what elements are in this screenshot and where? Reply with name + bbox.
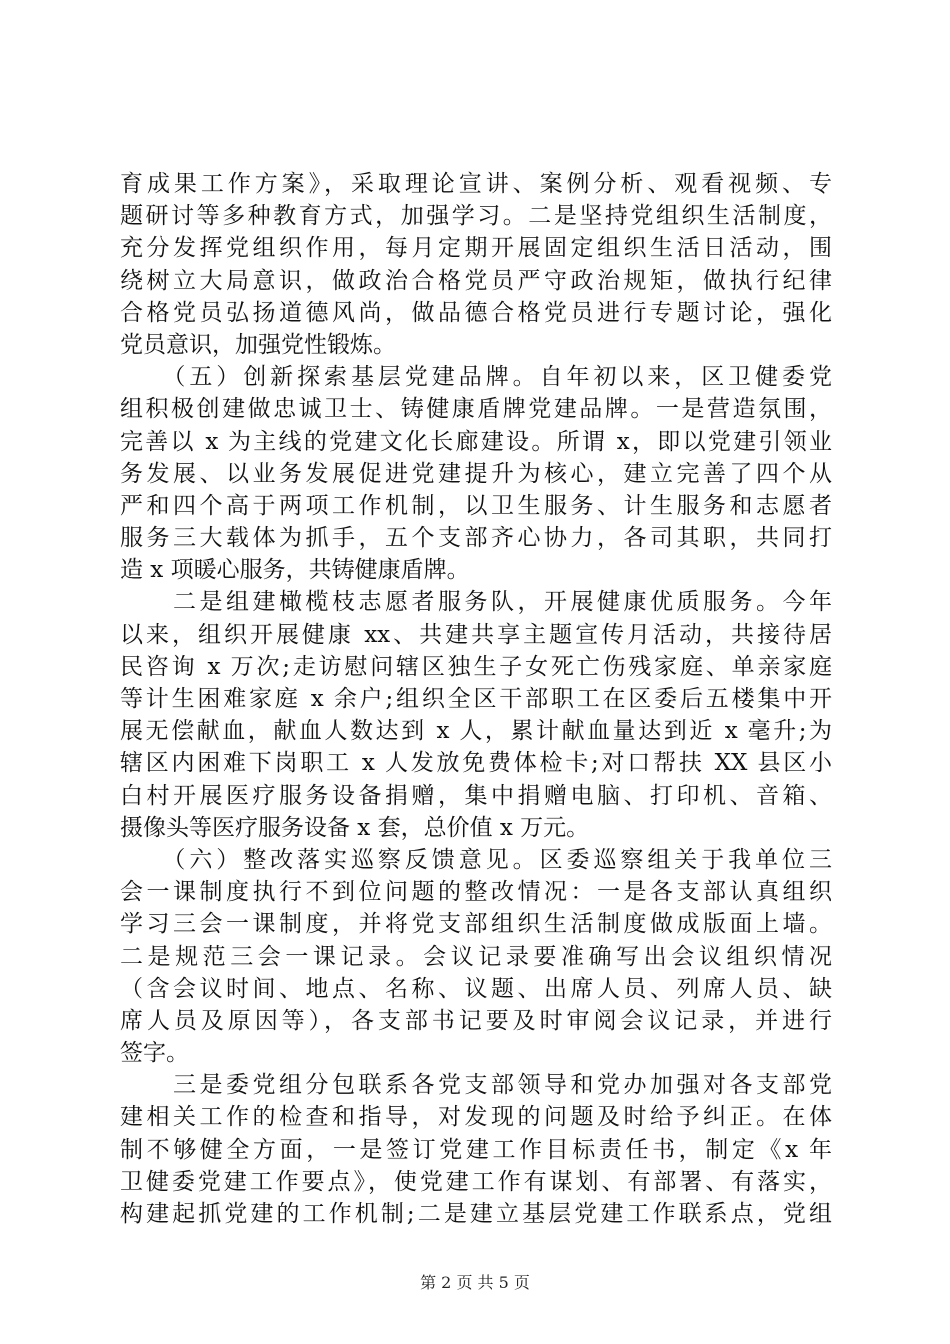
text-line: 题研讨等多种教育方式，加强学习。二是坚持党组织生活制度， xyxy=(120,203,832,230)
text-line: 制不够健全方面，一是签订党建工作目标责任书，制定《x 年 xyxy=(120,1136,832,1163)
text-line: 严和四个高于两项工作机制，以卫生服务、计生服务和志愿者 xyxy=(120,492,832,519)
text-line: 建相关工作的检查和指导，对发现的问题及时给予纠正。在体 xyxy=(120,1104,832,1131)
text-line: 学习三会一课制度，并将党支部组织生活制度做成版面上墙。 xyxy=(120,911,832,938)
text-line: 二是规范三会一课记录。会议记录要准确写出会议组织情况 xyxy=(120,943,832,970)
text-line: 二是组建橄榄枝志愿者服务队，开展健康优质服务。今年 xyxy=(120,589,832,616)
text-line: 绕树立大局意识，做政治合格党员严守政治规矩，做执行纪律 xyxy=(120,267,832,294)
text-line: 充分发挥党组织作用，每月定期开展固定组织生活日活动，围 xyxy=(120,235,832,262)
text-line: 卫健委党建工作要点》，使党建工作有谋划、有部署、有落实， xyxy=(120,1168,832,1195)
text-line: 组积极创建做忠诚卫士、铸健康盾牌党建品牌。一是营造氛围， xyxy=(120,396,832,423)
text-line: 等计生困难家庭 x 余户;组织全区干部职工在区委后五楼集中开 xyxy=(120,686,832,712)
text-line: 会一课制度执行不到位问题的整改情况：一是各支部认真组织 xyxy=(120,879,832,906)
document-body xyxy=(120,168,832,1230)
text-line: 构建起抓党建的工作机制;二是建立基层党建工作联系点，党组 xyxy=(120,1201,832,1227)
text-line: （含会议时间、地点、名称、议题、出席人员、列席人员、缺 xyxy=(120,975,832,1002)
text-line: 展无偿献血，献血人数达到 x 人，累计献血量达到近 x 毫升;为 xyxy=(120,718,832,745)
text-line: 合格党员弘扬道德风尚，做品德合格党员进行专题讨论，强化 xyxy=(120,299,832,326)
text-line: 造 x 项暖心服务，共铸健康盾牌。 xyxy=(120,557,470,584)
text-line: 三是委党组分包联系各党支部领导和党办加强对各支部党 xyxy=(120,1072,832,1099)
text-line: （六）整改落实巡察反馈意见。区委巡察组关于我单位三 xyxy=(120,846,832,873)
text-line: 务发展、以业务发展促进党建提升为核心，建立完善了四个从 xyxy=(120,460,832,487)
page-footer: 第 2 页 共 5 页 xyxy=(420,1273,530,1292)
text-line: 育成果工作方案》，采取理论宣讲、案例分析、观看视频、专 xyxy=(120,171,832,197)
text-line: 民咨询 x 万次;走访慰问辖区独生子女死亡伤残家庭、单亲家庭 xyxy=(120,653,832,680)
text-line: 党员意识，加强党性锻炼。 xyxy=(120,331,396,358)
text-line: 辖区内困难下岗职工 x 人发放免费体检卡;对口帮扶 XX 县区小 xyxy=(120,750,832,777)
text-line: 完善以 x 为主线的党建文化长廊建设。所谓 x，即以党建引领业 xyxy=(120,428,832,455)
text-line: 服务三大载体为抓手，五个支部齐心协力，各司其职，共同打 xyxy=(120,525,832,552)
text-line: 签字。 xyxy=(120,1040,189,1067)
text-line: （五）创新探索基层党建品牌。自年初以来，区卫健委党 xyxy=(120,364,832,391)
text-line: 席人员及原因等），各支部书记要及时审阅会议记录，并进行 xyxy=(120,1007,832,1034)
text-line: 以来，组织开展健康 xx、共建共享主题宣传月活动，共接待居 xyxy=(120,621,832,648)
text-line: 白村开展医疗服务设备捐赠，集中捐赠电脑、打印机、音箱、 xyxy=(120,782,832,809)
text-line: 摄像头等医疗服务设备 x 套，总价值 x 万元。 xyxy=(120,814,590,841)
